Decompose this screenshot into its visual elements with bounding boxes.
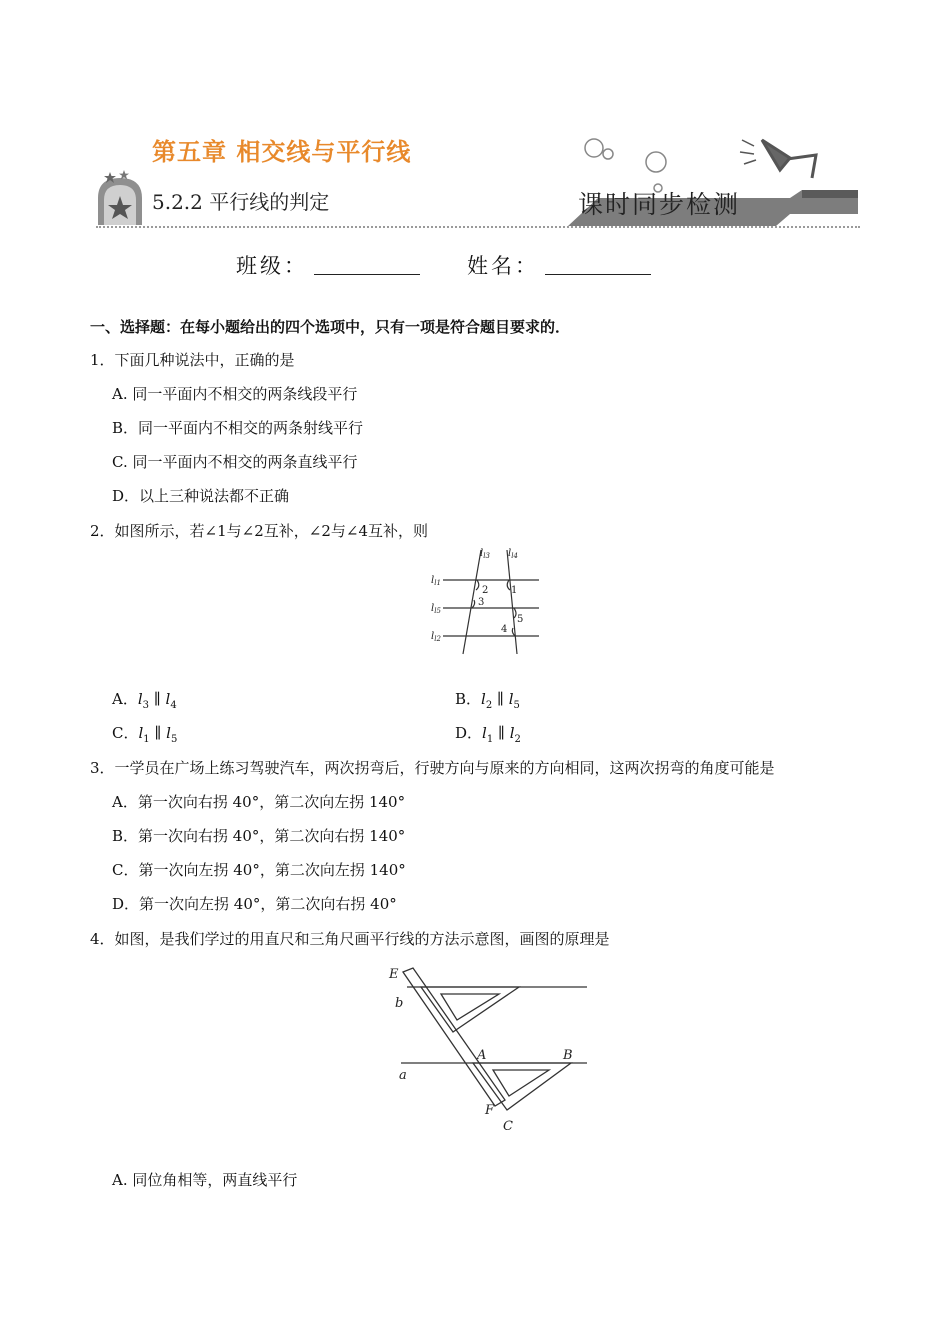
chapter-title: 第五章 相交线与平行线: [152, 138, 412, 166]
q2-option-d: D．$l_1$ ∥ $l_2$: [455, 724, 521, 745]
triangle-bottom-inner: [493, 1070, 549, 1096]
header-decoration: [90, 110, 870, 235]
q1-option-d: D．以上三种说法都不正确: [112, 487, 290, 505]
q4-figure: [385, 960, 595, 1138]
q3-stem: 3．一学员在广场上练习驾驶汽车，两次拐弯后，行驶方向与原来的方向相同，这两次拐弯的角度可能是: [90, 759, 775, 777]
header-divider: [96, 226, 860, 228]
label-l5: $l_{l5}$: [431, 603, 441, 615]
label-l4: $l_{l4}$: [508, 548, 518, 560]
label-l3: $l_{l3}$: [480, 548, 490, 560]
q3-option-d: D．第一次向左拐 40°，第二次向右拐 40°: [112, 895, 397, 913]
point-B: B: [563, 1048, 573, 1063]
q2-figure: [425, 544, 545, 659]
q3-option-a: A．第一次向右拐 40°，第二次向左拐 140°: [112, 793, 406, 811]
angle-label-5: 5: [517, 614, 524, 625]
q2-option-c: C．$l_1$ ∥ $l_5$: [112, 724, 178, 745]
desk-lamp-icon: [740, 140, 816, 178]
point-C: C: [503, 1119, 513, 1134]
angle-arc-2: [476, 580, 479, 590]
class-blank: [314, 256, 420, 275]
point-E: E: [389, 967, 399, 982]
section-heading: 一、选择题：在每小题给出的四个选项中，只有一项是符合题目要求的．: [90, 318, 571, 336]
q2-option-a: A．$l_3$ ∥ $l_4$: [112, 690, 177, 711]
point-F: F: [485, 1103, 495, 1118]
name-field: [467, 250, 651, 280]
angle-label-4: 4: [501, 624, 508, 635]
name-label: 姓名：: [467, 254, 539, 278]
q3-option-b: B．第一次向右拐 40°，第二次向右拐 140°: [112, 827, 406, 845]
q4-stem: 4．如图，是我们学过的用直尺和三角尺画平行线的方法示意图，画图的原理是: [90, 930, 610, 948]
angle-label-2: 2: [482, 585, 489, 596]
name-blank: [545, 256, 651, 275]
star-badge-icon: [98, 170, 142, 225]
section-title: 5.2.2 平行线的判定: [152, 190, 330, 214]
q2-option-b: B．$l_2$ ∥ $l_5$: [455, 690, 520, 711]
q2-stem: 2．如图所示，若∠1与∠2互补，∠2与∠4互补，则: [90, 522, 428, 540]
label-l1: $l_{l1}$: [431, 575, 441, 587]
q4-option-a: A. 同位角相等，两直线平行: [112, 1171, 298, 1189]
line-label-b: b: [395, 996, 404, 1011]
class-label: 班级：: [236, 254, 308, 278]
q1-option-b: B．同一平面内不相交的两条射线平行: [112, 419, 364, 437]
q1-stem: 1．下面几种说法中，正确的是: [90, 351, 295, 369]
angle-arc-5: [514, 608, 516, 618]
banner-label: 课时同步检测: [578, 190, 741, 219]
line-l4: [507, 550, 517, 654]
label-l2: $l_{l2}$: [431, 631, 441, 643]
q1-option-c: C. 同一平面内不相交的两条直线平行: [112, 453, 358, 471]
line-label-a: a: [399, 1068, 407, 1083]
q3-option-c: C．第一次向左拐 40°，第二次向左拐 140°: [112, 861, 406, 879]
class-field: [236, 250, 420, 280]
q1-option-a: A. 同一平面内不相交的两条线段平行: [112, 385, 358, 403]
angle-label-3: 3: [478, 597, 485, 608]
angle-label-1: 1: [511, 585, 518, 596]
point-A: A: [477, 1048, 487, 1063]
